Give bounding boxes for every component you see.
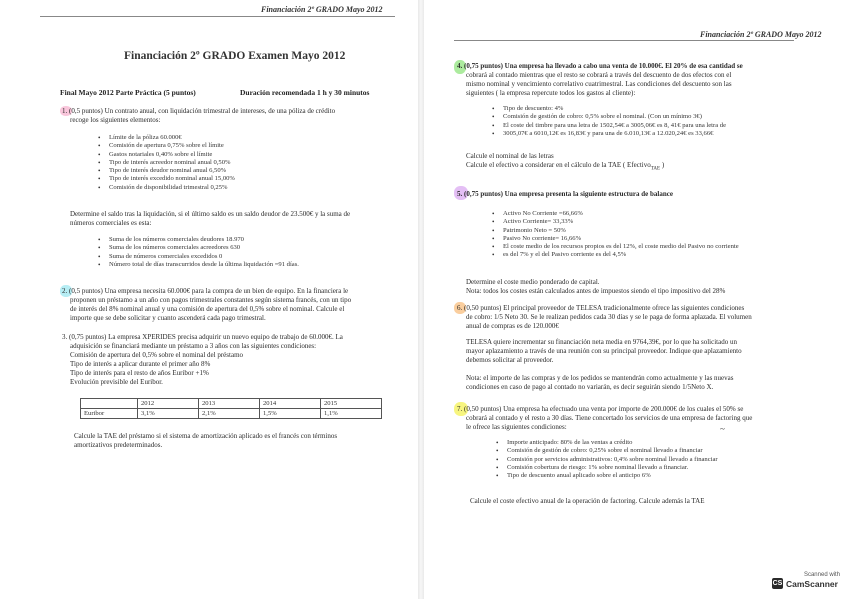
q6-line: mayor aplazamiento a través de una reunión con su principal proveedor. Indique que aplazamiento <box>466 347 742 355</box>
q3-line: Tipo de interés para el resto de años Euribor +1% <box>70 369 209 377</box>
q7-line: Calcule el coste efectivo anual de la operación de factoring. Calcule además la TAE <box>470 497 705 505</box>
q6-line: de cobro: 1/5 Neto 30. Se le realizan pedidos cada 30 días y se le paga de forma aplazada. El volumen <box>466 313 752 321</box>
list-item: • El coste del timbre para una letra de 1502,54€ a 3005,06€ es 8, 41€ para una letra de <box>492 122 726 130</box>
list-item: • Pasivo No corriente= 16,66% <box>492 235 739 243</box>
q3-line: Comisión de apertura del 0,5% sobre el nominal del préstamo <box>70 351 244 359</box>
q4-line: 4. (0,75 puntos) Una empresa ha llevado a cabo una venta de 10.000€. El 20% de esa cantidad se <box>457 62 743 70</box>
camscanner-name: CamScanner <box>786 578 838 589</box>
list-item: • Activo Corriente= 33,33% <box>492 218 739 226</box>
q6-line: 6. (0,50 puntos) El principal proveedor de TELESA tradicionalmente ofrece las siguientes condiciones <box>457 304 745 312</box>
q5-balance-list <box>492 210 739 260</box>
q2-line: proponen un préstamo a un año con pagos trimestrales constantes según sistema francés, con un tipo <box>70 296 352 304</box>
q2-line: importe que se debe solicitar y cuanto ascenderá cada pago trimestral. <box>70 314 266 322</box>
q7-line: cobrará al contado y el resto a 30 días. Tiene concertado los servicios de una empresa de factoring que <box>466 414 753 422</box>
q4-effective-text: Calcule el efectivo a considerar en el cálculo de la TAE ( Efectivo <box>466 161 651 169</box>
camscanner-watermark <box>772 572 840 589</box>
list-item: • Límite de la póliza 60.000€ <box>98 134 235 142</box>
list-item: • Patrimonio Neto = 50% <box>492 227 739 235</box>
table-cell: 2012 <box>138 399 199 409</box>
table-cell <box>81 399 138 409</box>
header-rule <box>454 40 794 41</box>
q3-line: amortizativos predeterminados. <box>74 441 163 449</box>
table-cell: 3,1% <box>138 409 199 419</box>
q1-line: 1. (0,5 puntos) Un contrato anual, con liquidación trimestral de intereses, de una póliza de crédito <box>62 107 336 115</box>
camscanner-icon: CS <box>772 580 783 587</box>
part-heading: Final Mayo 2012 Parte Práctica (5 puntos) <box>60 88 196 97</box>
list-item: • Comisión por servicios administrativos: 0,4% sobre nominal llevado a financiar <box>496 456 718 464</box>
list-item: • Tipo de interés deudor nominal anual 6,50% <box>98 167 235 175</box>
euribor-table <box>80 398 382 419</box>
left-exam-page <box>0 0 418 599</box>
q7-line: 7. (0,50 puntos) Una empresa ha efectuado una venta por importe de 200.000€ de los cuales el 50% se <box>457 405 744 413</box>
q7-line: le ofrece las siguientes condiciones: <box>466 423 567 431</box>
list-item: • Suma de los números comerciales deudores 18.970 <box>98 236 299 244</box>
running-head: Financiación 2º GRADO Mayo 2012 <box>261 5 383 14</box>
list-item: • Suma de números comerciales excedidos 0 <box>98 253 299 261</box>
list-item: • 3005,07€ a 6010,12€ es 16,83€ y para una de 6.010,13€ a 12.020,24€ es 33,66€ <box>492 130 726 138</box>
table-cell: Euribor <box>81 409 138 419</box>
list-item: • Suma de los números comerciales acreedores 630 <box>98 244 299 252</box>
list-item: • El coste medio de los recursos propios es del 12%, el coste medio del Pasivo no corriente <box>492 243 739 251</box>
camscanner-brand <box>772 578 840 589</box>
q5-line: Determine el coste medio ponderado de capital. <box>466 278 600 286</box>
duration-heading: Duración recomendada 1 h y 30 minutos <box>240 88 370 97</box>
list-item: • es del 7% y el del Pasivo corriente es del 4,5% <box>492 251 739 259</box>
table-cell: 2013 <box>199 399 260 409</box>
q2-line: de interés del 8% nominal anual y una comisión de apertura del 0,5% sobre el nominal. Calcule el <box>70 305 345 313</box>
q3-line: Evolución previsible del Euribor. <box>70 378 163 386</box>
q4-line: mismo nominal y vencimiento correlativo cuatrimestral. Las condiciones del descuento son las <box>466 80 732 88</box>
list-item: • Comisión de apertura 0,75% sobre el límite <box>98 142 235 150</box>
q3-line: Calcule la TAE del préstamo si el sistema de amortización aplicado es el francés con términos <box>74 432 338 440</box>
q1-conditions-list <box>98 134 235 192</box>
q4-line <box>466 161 664 174</box>
q4-line: siguientes ( la empresa repercute todos los gastos al cliente): <box>466 89 636 97</box>
table-cell: 2014 <box>260 399 321 409</box>
q7-factoring-list <box>496 439 718 480</box>
table-cell: 1,5% <box>260 409 321 419</box>
table-cell: 1,1% <box>321 409 382 419</box>
q6-line: anual de compras es de 120.000€ <box>466 322 559 330</box>
q3-line: adquisición se financiará mediante un préstamo a 3 años con las siguientes condiciones: <box>70 342 317 350</box>
list-item: • Número total de días transcurridos desde la última liquidación =91 días. <box>98 261 299 269</box>
right-exam-page <box>424 0 848 599</box>
q5-line: Nota: todos los costes están calculados antes de impuestos siendo el tipo impositivo del 28% <box>466 287 726 295</box>
q4-line: Calcule el nominal de las letras <box>466 152 554 160</box>
list-item: • Tipo de interés acreedor nominal anual 0,50% <box>98 159 235 167</box>
q3-line: 3. (0,75 puntos) La empresa XPERIDES precisa adquirir un nuevo equipo de trabajo de 60.000€. La <box>62 333 343 341</box>
list-item: • Activo No Corriente =66,66% <box>492 210 739 218</box>
table-cell: 2015 <box>321 399 382 409</box>
q6-line: debemos solicitar al proveedor. <box>466 356 554 364</box>
table-cell: 2,1% <box>199 409 260 419</box>
list-item: • Tipo de descuento anual aplicado sobre el anticipo 6% <box>496 472 718 480</box>
list-item: • Tipo de interés excedido nominal anual 15,00% <box>98 175 235 183</box>
header-rule <box>40 16 395 17</box>
q6-line: TELESA quiere incrementar su financiación neta media en 9764,39€, por lo que ha solicitado un <box>466 338 737 346</box>
list-item: • Tipo de descuento: 4% <box>492 105 726 113</box>
q1-line: recoge los siguientes elementos: <box>70 116 161 124</box>
table-row <box>81 399 382 409</box>
list-item: • Comisión cobertura de riesgo: 1% sobre nominal llevado a financiar. <box>496 464 718 472</box>
list-item: • Comisión de gestión de cobro: 0,5% sobre el nominal. (Con un mínimo 3€) <box>492 113 726 121</box>
tilde-mark: ~ <box>720 424 725 434</box>
q1-line: Determine el saldo tras la liquidación, si el último saldo es un saldo deudor de 23.500€ y la suma de <box>70 210 351 218</box>
q3-line: Tipo de interés a aplicar durante el primer año 8% <box>70 360 211 368</box>
q5-line: 5. (0,75 puntos) Una empresa presenta la siguiente estructura de balance <box>457 190 673 198</box>
scanned-with-label: Scanned with <box>803 572 840 578</box>
q4-subscript: TAE <box>650 166 661 172</box>
list-item: • Gastos notariales 0,40% sobre el límite <box>98 151 235 159</box>
list-item: • Comisión de gestión de cobro: 0,25% sobre el nominal llevado a financiar <box>496 447 718 455</box>
list-item: • Importe anticipado: 80% de las ventas a crédito <box>496 439 718 447</box>
list-item: • Comisión de disponibilidad trimestral 0,25% <box>98 184 235 192</box>
table-row <box>81 409 382 419</box>
q4-close-paren: ) <box>661 161 665 169</box>
running-head: Financiación 2º GRADO Mayo 2012 <box>700 30 822 39</box>
q4-line: cobrará al contado mientras que el resto se cobrará a través del descuento de dos efectos con el <box>466 71 732 79</box>
q4-conditions-list <box>492 105 726 138</box>
exam-title: Financiación 2º GRADO Examen Mayo 2012 <box>124 50 346 62</box>
q1-numbers-list <box>98 236 299 269</box>
q6-line: condiciones en caso de pago al contado no variarán, es decir seguirán siendo 1/5Neto X. <box>466 383 714 391</box>
q6-line: Nota: el importe de las compras y de los pedidos se mantendrán como actualmente y las nuevas <box>466 374 734 382</box>
q2-line: 2. (0,5 puntos) Una empresa necesita 60.000€ para la compra de un bien de equipo. En la financiera le <box>62 287 349 295</box>
q1-line: números comerciales es esta: <box>70 219 152 227</box>
